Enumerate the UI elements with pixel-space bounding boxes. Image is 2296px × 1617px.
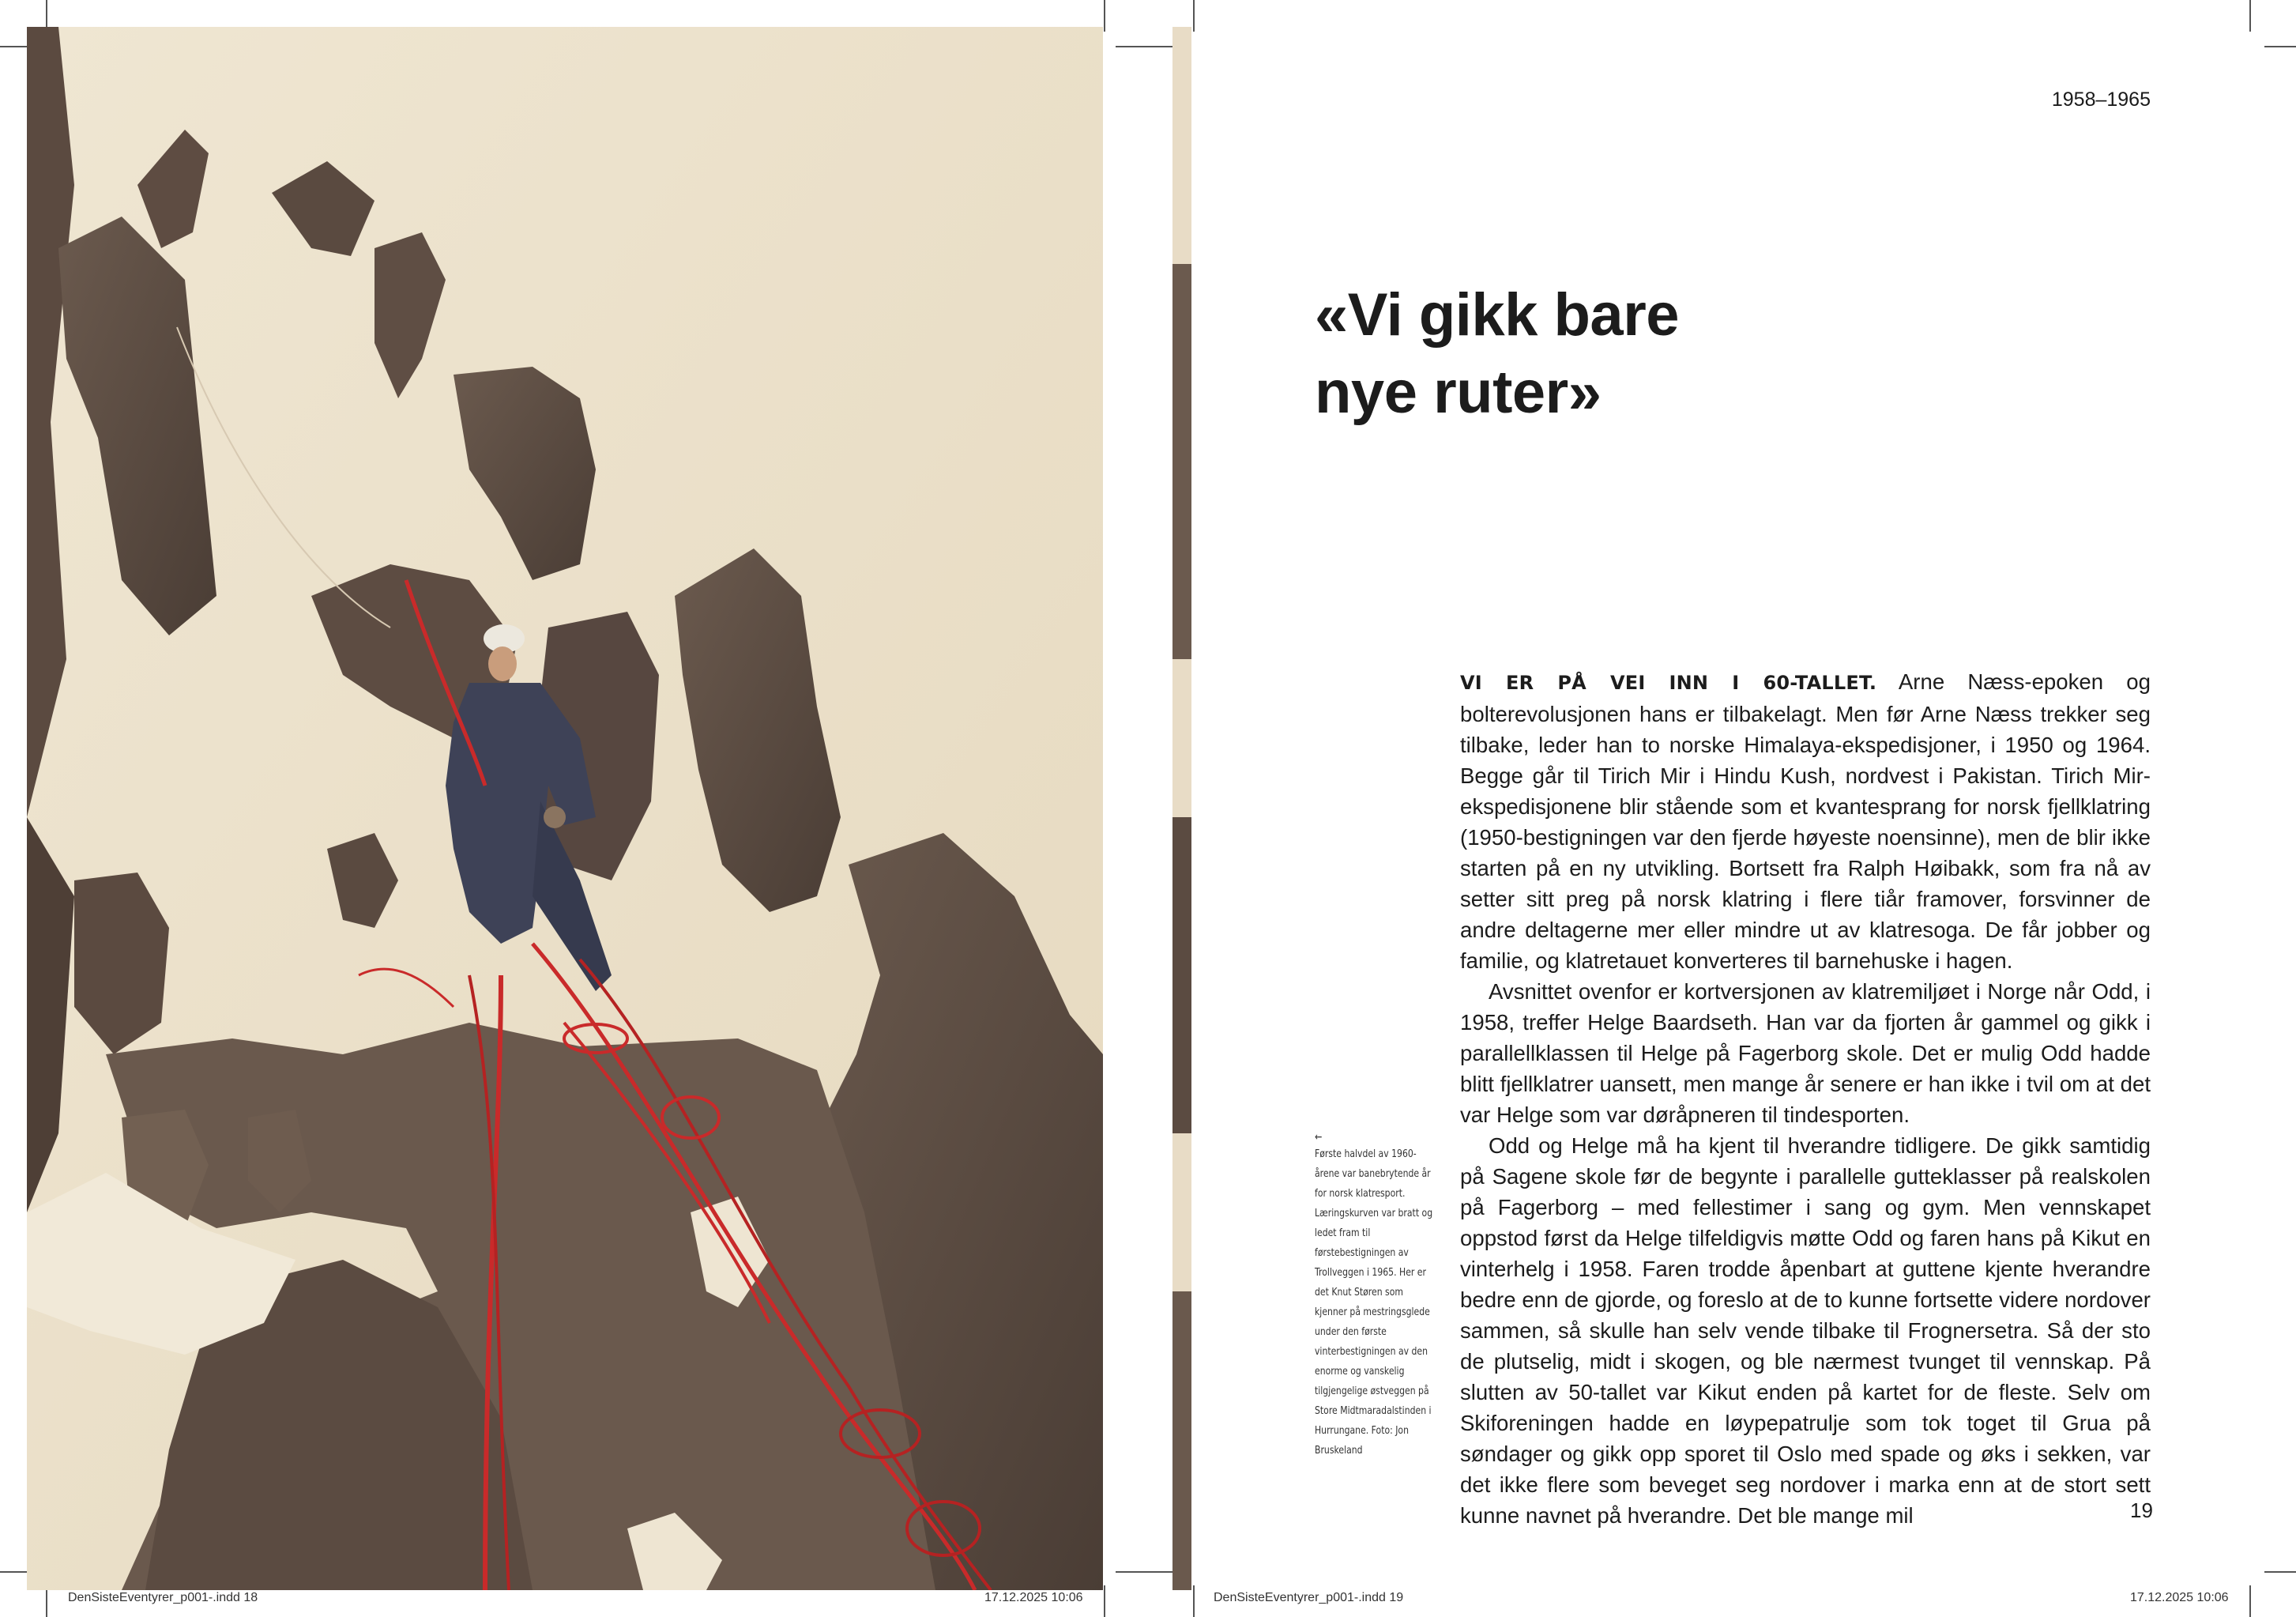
slug-file-right: DenSisteEventyrer_p001-.indd 19 [1214,1591,1404,1604]
photo-caption-text: Første halvdel av 1960-årene var banebrytende år for norsk klatresport. Læringskurven var bratt og ledet fram til førstebestigningen av Trollveggen i 1965. Her er det Knut Støren som kjenner på mestringsglede under den første vinterbestigningen av den enorme og vanskelig tilgjengelige østveggen på Store Midtmaradalstinden i Hurrungane. Foto: Jon Bruskeland [1315,1148,1433,1457]
chapter-title-line-2: nye ruter» [1315,359,1602,426]
crop-mark [46,1585,47,1617]
crop-mark [1104,0,1105,32]
photo-caption [1315,1130,1433,1461]
slug-file-left: DenSisteEventyrer_p001-.indd 18 [68,1591,258,1604]
crop-mark [1104,1585,1105,1617]
climber-photo [27,27,1103,1590]
lead-in: VI ER PÅ VEI INN I 60-TALLET. [1460,672,1877,694]
paragraph-2: Avsnittet ovenfor er kortversjonen av klatremiljøet i Norge når Odd, i 1958, treffer Helge Baardseth. Han var da fjorten år gammel og gikk i parallellklassen til Helge på Fagerborg skole. Det er mulig Odd hadde blitt fjellklatrer uansett, men mange år senere er han ikke i tvil om at det var Helge som var døråpneren til tindesporten. [1460,979,2151,1127]
crop-mark [1193,1585,1195,1617]
climber-photo-image [27,27,1103,1590]
crop-mark [1116,46,1149,47]
slug-date-left: 17.12.2025 10:06 [984,1591,1083,1604]
crop-mark [2264,1571,2296,1573]
photo-gutter-bleed [1172,27,1191,1590]
chapter-title-line-1: «Vi gikk bare [1315,281,1680,349]
paragraph-1-text: Arne Næss-epoken og bolterevolusjonen hans er tilbakelagt. Men før Arne Næss trekker seg tilbake, leder han to norske Himalaya-ekspedisjoner, i 1950 og 1964. Begge går til Tirich Mir i Hindu Kush, nordvest i Pakistan. Tirich Mir-ekspedisjonene blir stående som et kvantesprang for norsk fjellklatring (1950-bestigningen var den fjerde høyeste noensinne), men de blir ikke starten på en ny utvikling. Bortsett fra Ralph Høibakk, som fra nå av setter sitt preg på norsk klatring i flere tiår framover, forsvinner de andre deltagerne mer eller mindre ut av klatresoga. De får jobber og familie, og klatretauet konverteres til barnehuske i hagen. [1460,669,2151,973]
chapter-title [1315,277,1868,432]
running-head: 1958–1965 [2051,89,2151,111]
crop-mark [2264,46,2296,47]
paragraph-1 [1460,666,2151,976]
paragraph-3: Odd og Helge må ha kjent til hverandre tidligere. De gikk samtidig på Sagene skole før de begynte i parallelle gutteklasser på realskolen på Fagerborg – med fellestimer i sang og gym. Men vennskapet oppstod først da Helge tilfeldigvis møtte Odd og faren hans på Kikut en vinterhelg i 1958. Faren trodde åpenbart at guttene kjente hverandre bedre enn de gjorde, og foreslo at de to kunne fortsette videre nordover sammen, så skulle han selv vende tilbake til Frognersetra. Så der sto de plutselig, midt i skogen, og ble nærmest tvunget til vennskap. På slutten av 50-tallet var Kikut enden på kartet for de fleste. Selv om Skiforeningen hadde en løypepatrulje som tok toget til Grua på søndager og gikk opp sporet til Oslo med spade og øks i sekken, var det ikke flere som beveget seg nordover i marka enn at de stort sett kunne navnet på hverandre. Det ble mange mil [1460,1133,2151,1528]
crop-mark [2249,1585,2251,1617]
left-arrow-icon: ← [1315,1131,1323,1144]
crop-mark [1193,0,1195,32]
crop-mark [1116,1571,1149,1573]
crop-mark [2249,0,2251,32]
photo-gutter-image [1172,27,1191,1590]
article-body [1460,666,2151,1531]
page-number: 19 [2130,1498,2153,1522]
slug-date-right: 17.12.2025 10:06 [2130,1591,2229,1604]
